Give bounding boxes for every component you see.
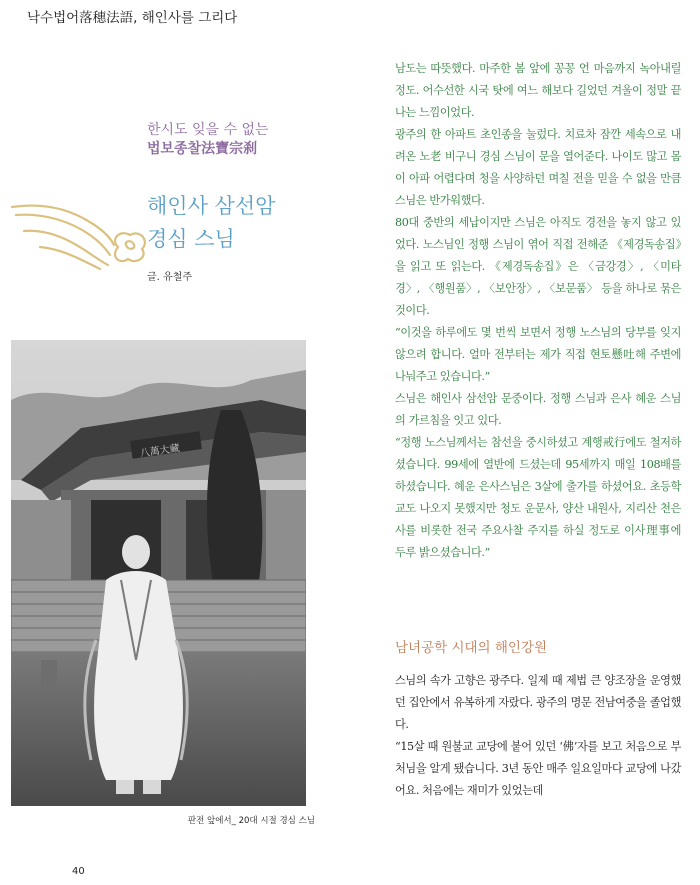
running-title: 낙수법어落穗法語, 해인사를 그리다	[27, 10, 238, 26]
body-column-green	[395, 58, 681, 564]
title-line-2: 경심 스님	[147, 227, 235, 251]
paragraph: 스님은 해인사 삼선암 문중이다. 정행 스님과 은사 혜운 스님의 가르침을 잇고 있다.	[395, 392, 681, 427]
subtitle-line-2: 법보종찰法寶宗刹	[147, 141, 258, 157]
paragraph: 광주의 한 아파트 초인종을 눌렀다. 치료차 잠깐 세속으로 내려온 노老 비구니 경심 스님이 문을 열어준다. 나이도 많고 몸이 아파 어렵다며 청을 사양하던 며칠 전을 믿을 수 없을 만큼 스님은 반가워했다.	[395, 128, 681, 207]
paragraph: 스님의 속가 고향은 광주다. 일제 때 제법 큰 양조장을 운영했던 집안에서 유복하게 자랐다. 광주의 명문 전남여중을 졸업했다.	[395, 674, 681, 731]
photo-illustration	[11, 340, 306, 806]
paragraph: “정행 노스님께서는 참선을 중시하셨고 계행戒行에도 철저하셨습니다. 99세에 열반에 드셨는데 95세까지 매일 108배를 하셨습니다. 혜운 은사스님은 3살에 출가를 하셨어요. 초등학교도 나오지 못했지만 청도 운문사, 양산 내원사, 지리산 천은사를 비롯한 전국 주요사찰 주지를 하실 정도로 이사理事에 두루 밝으셨습니다.”	[395, 436, 681, 559]
paragraph: 80대 중반의 세납이지만 스님은 아직도 경전을 놓지 않고 있었다. 노스님인 정행 스님이 엮어 직접 전해준 《제경독송집》을 읽고 또 읽는다. 《제경독송집》은 〈금강경〉, 〈미타경〉, 〈행원품〉, 〈보안장〉, 〈보문품〉 등을 하나로 묶은 것이다.	[395, 216, 681, 317]
cloud-ornament-icon	[10, 195, 150, 275]
photo-caption: 판전 앞에서_ 20대 시절 경심 스님	[187, 816, 315, 826]
author-byline: 글. 유철주	[147, 272, 192, 283]
page-number: 40	[72, 866, 85, 877]
paragraph: “이것을 하루에도 몇 번씩 보면서 정행 노스님의 당부를 잊지 않으려 합니다. 얼마 전부터는 제가 직접 현토懸吐해 주변에 나눠주고 있습니다.”	[395, 326, 681, 383]
monk-photo	[11, 340, 306, 806]
body-column-black	[395, 670, 681, 802]
plaque-text: 八萬大藏	[139, 443, 181, 460]
paragraph: 남도는 따뜻했다. 마주한 봄 앞에 꽁꽁 언 마음까지 녹아내릴 정도. 어수선한 시국 탓에 여느 해보다 길었던 겨울이 정말 끝나는 느낌이었다.	[395, 62, 681, 119]
subtitle-line-1: 한시도 잊을 수 없는	[147, 122, 269, 138]
section-heading: 남녀공학 시대의 해인강원	[395, 640, 548, 656]
feature-title	[147, 190, 275, 256]
title-line-1: 해인사 삼선암	[147, 194, 276, 218]
paragraph: “15살 때 원불교 교당에 붙어 있던 ‘佛’자를 보고 처음으로 부처님을 알게 됐습니다. 3년 동안 매주 일요일마다 교당에 나갔어요. 처음에는 재미가 있었는데	[395, 740, 681, 797]
feature-subtitle	[147, 121, 327, 159]
